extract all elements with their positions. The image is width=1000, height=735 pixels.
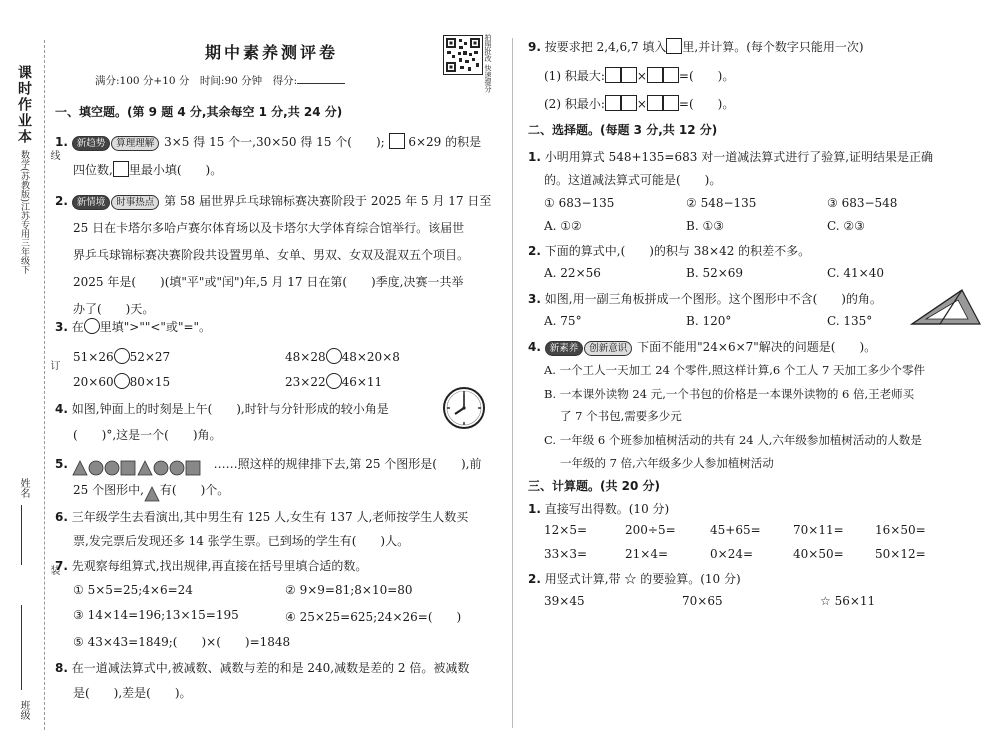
q5-text-2a: 25 个图形中, [73,483,144,497]
k2-item-2[interactable]: 70×65 [682,594,723,608]
digit-box[interactable] [647,67,663,83]
c4-choice-c[interactable]: C. 一年级 6 个班参加植树活动的共有 24 人,六年级参加植树活动的人数是 [544,433,922,447]
tag-new-literacy: 新素养 [545,341,584,356]
name-field-label: 姓名 [18,478,29,498]
q9-max-row: (1) 积最大: × =( )。 [544,69,735,83]
question-number: 1. [55,135,68,149]
q1-text-c: 四位数, [73,163,113,177]
question-number: 3. [528,292,541,306]
triangle-icon [144,486,160,502]
tag-reasoning: 算理理解 [111,136,159,151]
q3-item-2 [285,348,400,364]
q5-text-1: ……照这样的规律排下去,第 25 个图形是( ),前 [213,457,482,471]
qr-caption: 拍照批改 快速提分 [484,34,492,93]
k1-r1-c1[interactable]: 12×5= [544,523,588,537]
section-fill-blank-heading: 一、填空题。(第 9 题 4 分,其余每空 1 分,共 24 分) [55,105,343,119]
question-9-line-1 [528,38,864,55]
k2-text: 用竖式计算,带 ☆ 的要验算。(10 分) [544,572,741,586]
digit-box[interactable] [647,95,663,111]
question-3-line [55,318,211,335]
k1-r2-c4[interactable]: 40×50= [793,547,844,561]
q3-expr-right: 48×20×8 [341,350,400,364]
q1-text-d: 里最小填( )。 [128,163,223,177]
q7-item-4: ④ 25×25=625;24×26=( ) [285,610,462,624]
q9-min-row: (2) 积最小: × =( )。 [544,97,735,111]
q3-expr-right: 46×11 [341,375,383,389]
question-6-line-1 [55,508,468,525]
choice-3-line-1 [528,290,882,307]
meta-text: 满分:100 分+10 分 时间:90 分钟 得分: [95,75,298,87]
c4-choice-c-cont: 一年级的 7 倍,六年级多少人参加植树活动 [560,456,774,470]
section-calc-heading: 三、计算题。(共 20 分) [528,479,661,493]
c3-choice-a[interactable]: A. 75° [544,314,582,328]
c2-choice-a[interactable]: A. 22×56 [544,266,601,280]
q3-text-a: 在 [71,320,84,334]
clock-icon [442,386,486,433]
k2-item-1[interactable]: 39×45 [544,594,585,608]
q3-expr-right: 80×15 [129,375,171,389]
digit-box[interactable] [621,67,637,83]
q3-expr-left: 51×26 [73,350,114,364]
choice-2-line-1 [528,242,810,259]
tag-innovation: 创新意识 [584,341,632,356]
c1-choice-c[interactable]: C. ②③ [827,219,865,233]
question-7-line-1 [55,557,367,574]
question-number: 9. [528,40,541,54]
q1-text-a: 3×5 得 15 个一,30×50 得 15 个( ); [164,135,385,149]
digit-box[interactable] [389,133,405,149]
compare-circle[interactable] [84,318,100,334]
q7-item-1: ① 5×5=25;4×6=24 [73,583,193,597]
question-number: 7. [55,559,68,573]
k1-text: 直接写出得数。(10 分) [544,502,670,516]
compare-circle[interactable] [114,373,130,389]
q3-text-b: 里填">""<"或"="。 [99,320,212,334]
c4-choice-a[interactable]: A. 一个工人一天加工 24 个零件,照这样计算,6 个工人 7 天加工多少个零件 [544,363,925,377]
question-number: 1. [528,150,541,164]
c3-text-1: 如图,用一副三角板拼成一个图形。这个图形中不含( )的角。 [544,292,882,306]
question-number: 2. [528,244,541,258]
c4-choice-b[interactable]: B. 一本课外读物 24 元,一个书包的价格是一本课外读物的 6 倍,王老师买 [544,387,915,401]
choice-1-line-1 [528,148,933,165]
k1-r1-c4[interactable]: 70×11= [793,523,844,537]
question-number: 2. [55,194,68,208]
q3-item-1 [73,348,170,364]
cut-word-line: 线 [48,150,59,160]
question-number: 4. [528,340,541,354]
shape-pattern-sequence [72,460,210,476]
question-number: 8. [55,661,68,675]
question-5-line-1 [55,455,481,476]
k2-item-3[interactable]: ☆ 56×11 [820,594,876,608]
q6-text-1: 三年级学生去看演出,其中男生有 125 人,女生有 137 人,老师按学生人数买 [71,510,469,524]
c4-text-1: 下面不能用"24×6×7"解决的问题是( )。 [637,340,877,354]
c1-option-3: ③ 683−548 [827,196,898,210]
question-8-line-1 [55,659,469,676]
q3-item-4 [285,373,382,389]
k1-r1-c3[interactable]: 45+65= [710,523,761,537]
question-5-line-2 [73,481,229,502]
q7-item-3: ③ 14×14=196;13×15=195 [73,608,239,622]
section-choice-heading: 二、选择题。(每题 3 分,共 12 分) [528,123,718,137]
cut-line [44,40,45,730]
compare-circle[interactable] [114,348,130,364]
question-1-line-1 [55,133,481,151]
c1-option-2: ② 548−135 [686,196,757,210]
q9-text-a: 按要求把 2,4,6,7 填入 [544,40,667,54]
digit-box[interactable] [621,95,637,111]
class-field-label: 班级 [18,700,29,720]
calc-2-heading [528,570,741,587]
question-1-line-2 [73,161,222,178]
set-square-figure [910,288,982,329]
q9-min-label: (2) 积最小: [544,97,605,111]
q6-text-2: 票,发完票后发现还多 14 张学生票。已到场的学生有( )人。 [73,534,410,548]
tag-new-context: 新情境 [72,195,111,210]
digit-box[interactable] [663,95,679,111]
q9-result: =( )。 [678,69,735,83]
question-number: 6. [55,510,68,524]
exam-title: 期中素养测评卷 [205,43,339,62]
name-field-line[interactable] [21,505,22,565]
q2-text-2: 25 日在卡塔尔多哈卢赛尔体育场以及卡塔尔大学体育综合馆举行。该届世 [73,221,465,235]
c1-text-2: 的。这道减法算式可能是( )。 [544,173,722,187]
question-2-line-1 [55,192,491,210]
q5-text-2b: 有( )个。 [159,483,230,497]
q8-text-2: 是( ),差是( )。 [73,686,192,700]
q3-expr-right: 52×27 [129,350,171,364]
class-field-line[interactable] [21,605,22,690]
q9-text-b: 里,并计算。(每个数字只能用一次) [682,40,864,54]
digit-box[interactable] [605,95,621,111]
cut-word-zhuang: 装 [48,565,59,575]
calc-1-heading [528,500,669,517]
score-blank[interactable] [297,73,345,84]
qr-code-icon[interactable] [443,35,483,75]
digit-box[interactable] [605,67,621,83]
compare-circle[interactable] [326,348,342,364]
cut-word-ding: 订 [48,360,59,370]
k1-r2-c5[interactable]: 50×12= [875,547,926,561]
q9-max-label: (1) 积最大: [544,69,605,83]
q2-text-1: 第 58 届世界乒乓球锦标赛决赛阶段于 2025 年 5 月 17 日至 [164,194,492,208]
q7-item-2: ② 9×9=81;8×10=80 [285,583,413,597]
choice-4-line-1 [528,338,876,356]
digit-box[interactable] [666,38,682,54]
c2-choice-b[interactable]: B. 52×69 [686,266,744,280]
digit-box[interactable] [113,161,129,177]
k1-r2-c3[interactable]: 0×24= [710,547,754,561]
q7-item-5: ⑤ 43×43=1849;( )×( )=1848 [73,635,291,649]
q1-text-b: 6×29 的积是 [408,135,482,149]
question-number: 1. [528,502,541,516]
digit-box[interactable] [663,67,679,83]
question-4-line-1 [55,400,389,417]
tag-new-trend: 新趋势 [72,136,111,151]
c1-option-1: ① 683−135 [544,196,615,210]
q3-item-3 [73,373,170,389]
tag-current-events: 时事热点 [111,195,159,210]
q3-expr-left: 23×22 [285,375,326,389]
q8-text-1: 在一道减法算式中,被减数、减数与差的和是 240,减数是差的 2 倍。被减数 [71,661,470,675]
k1-r2-c2[interactable]: 21×4= [625,547,669,561]
c1-choice-a[interactable]: A. ①② [544,219,582,233]
q3-expr-left: 48×28 [285,350,326,364]
q4-text-2: ( )°,这是一个( )角。 [73,428,222,442]
question-number: 5. [55,457,68,471]
q3-expr-left: 20×60 [73,375,114,389]
q2-text-4: 2025 年是( )(填"平"或"闰")年,5 月 17 日在第( )季度,决赛一共举 [73,275,464,289]
q4-text-1: 如图,钟面上的时刻是上午( ),时针与分针形成的较小角是 [71,402,389,416]
k1-r1-c2[interactable]: 200÷5= [625,523,676,537]
book-title: 课时作业本 [16,65,32,145]
c3-choice-b[interactable]: B. 120° [686,314,732,328]
book-subtitle: 数学(苏教版)江苏专用三年级下 [19,150,29,275]
k1-r2-c1[interactable]: 33×3= [544,547,588,561]
q2-text-5: 办了( )天。 [73,302,155,316]
c1-choice-b[interactable]: B. ①③ [686,219,724,233]
q2-text-3: 界乒乓球锦标赛决赛阶段共设置男单、女单、男双、女双及混双五个项目。 [73,248,470,262]
k1-r1-c5[interactable]: 16×50= [875,523,926,537]
c4-choice-b-cont: 了 7 个书包,需要多少元 [560,409,682,423]
q9-result: =( )。 [678,97,735,111]
question-number: 4. [55,402,68,416]
column-divider [512,38,513,728]
q7-text-1: 先观察每组算式,找出规律,再直接在括号里填合适的数。 [71,559,368,573]
exam-meta [95,73,345,88]
question-number: 2. [528,572,541,586]
c1-text-1: 小明用算式 548+135=683 对一道减法算式进行了验算,证明结果是正确 [544,150,934,164]
compare-circle[interactable] [326,373,342,389]
question-number: 3. [55,320,68,334]
c3-choice-c[interactable]: C. 135° [827,314,873,328]
c2-text-1: 下面的算式中,( )的积与 38×42 的积差不多。 [544,244,811,258]
c2-choice-c[interactable]: C. 41×40 [827,266,884,280]
